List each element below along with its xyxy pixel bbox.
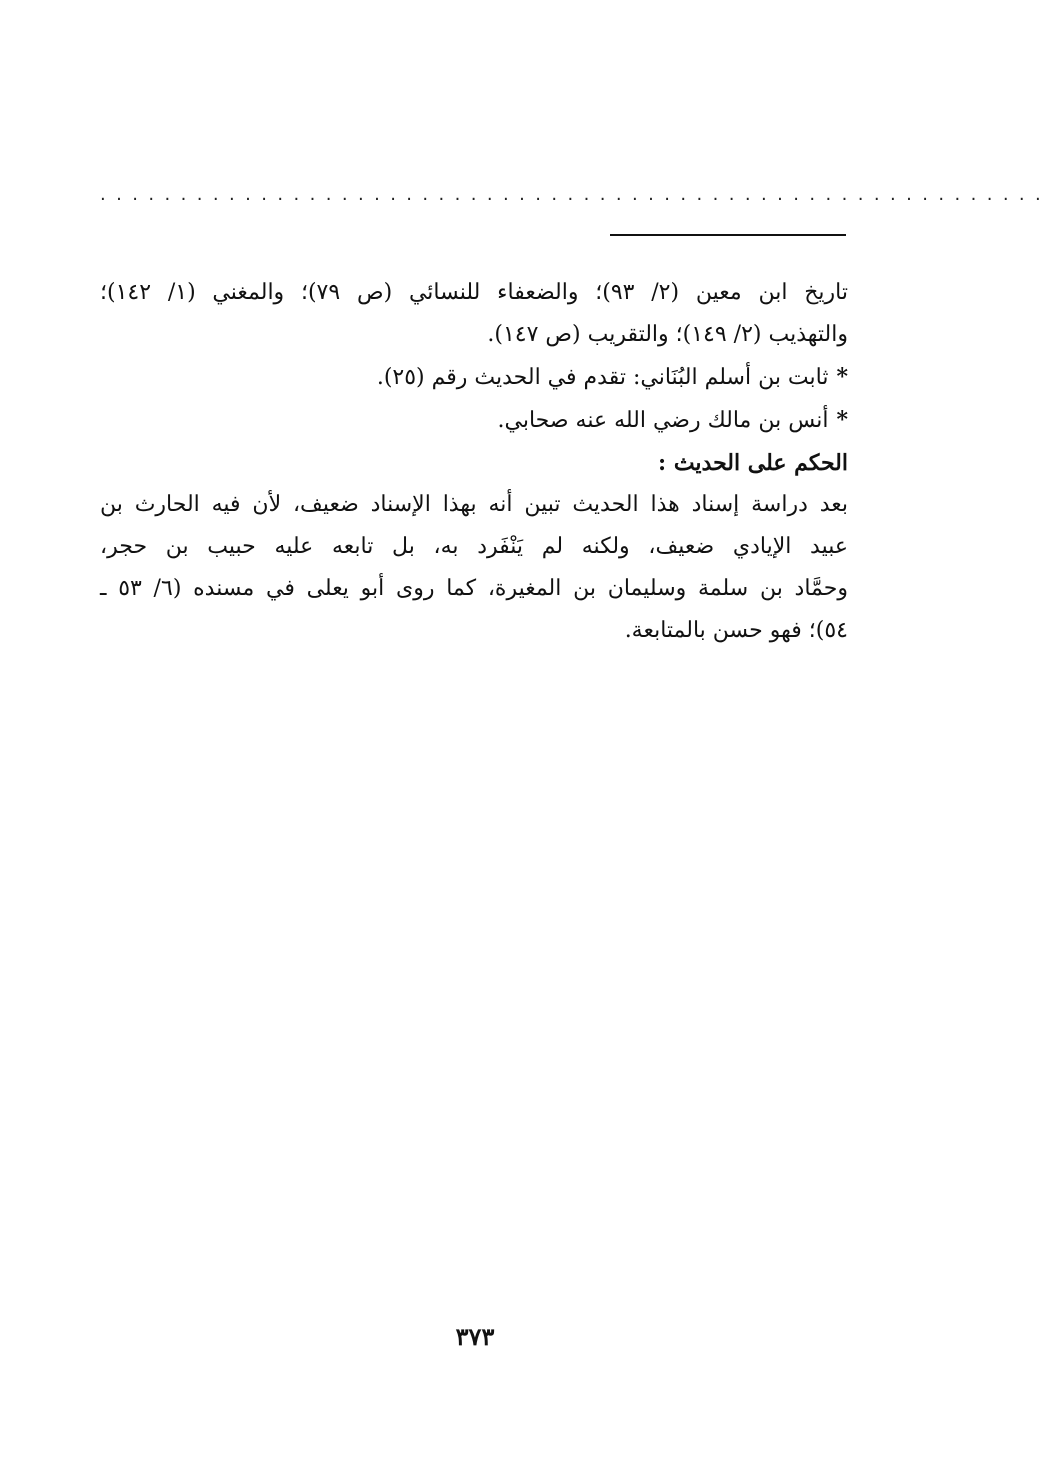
bullet-icon: *: [836, 364, 848, 390]
ruling-line-1: بعد دراسة إسناد هذا الحديث تبين أنه بهذا الإسناد ضعيف، لأن فيه الحارث بن: [100, 492, 848, 517]
page-number: ٣٧٣: [455, 1322, 495, 1351]
ruling-line-2: عبيد الإيادي ضعيف، ولكنه لم يَنْفَرد به، بل تابعه عليه حبيب بن حجر،: [100, 534, 848, 559]
narrator-text: ثابت بن أسلم البُنَاني: تقدم في الحديث رقم (٢٥).: [376, 365, 829, 390]
ruling-heading: الحكم على الحديث :: [658, 450, 848, 476]
bullet-icon: *: [836, 407, 848, 433]
ruling-line-4: ٥٤)؛ فهو حسن بالمتابعة.: [624, 618, 848, 643]
footnote-rule: [610, 234, 846, 236]
footnote-line-1: تاريخ ابن معين (٢/ ٩٣)؛ والضعفاء للنسائي (ص ٧٩)؛ والمغني (١/ ١٤٢)؛: [100, 280, 848, 305]
narrator-item: [100, 356, 848, 399]
ruling-line-3: وحمَّاد بن سلمة وسليمان بن المغيرة، كما روى أبو يعلى في مسنده (٦/ ٥٣ ـ: [100, 576, 848, 601]
body-text: [100, 272, 848, 652]
footnote-line-2: والتهذيب (٢/ ١٤٩)؛ والتقريب (ص ١٤٧).: [487, 322, 848, 347]
narrator-text: أنس بن مالك رضي الله عنه صحابي.: [497, 408, 829, 433]
separator-dots: ...........................................................: [100, 184, 1051, 205]
narrator-item: [100, 399, 848, 442]
